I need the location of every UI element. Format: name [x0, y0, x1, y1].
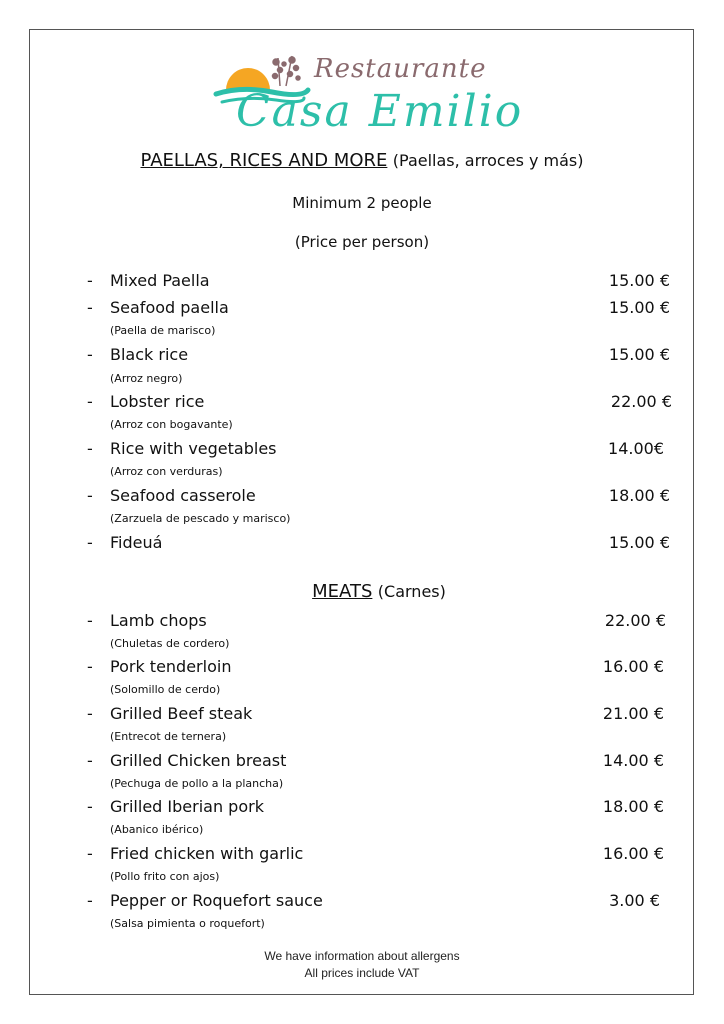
item-name: Black rice — [110, 345, 189, 364]
bullet-dash: - — [87, 844, 93, 863]
price-note: (Price per person) — [294, 233, 430, 251]
menu-item — [0, 271, 724, 291]
item-price: 18.00 € — [602, 797, 664, 816]
item-translation: (Salsa pimienta o roquefort) — [110, 917, 265, 930]
item-translation: (Arroz negro) — [110, 372, 183, 385]
item-translation: (Entrecot de ternera) — [110, 730, 227, 743]
item-name: Lobster rice — [110, 392, 205, 411]
section-heading-meats — [0, 581, 724, 602]
item-price: 15.00 € — [608, 271, 670, 290]
menu-item — [0, 486, 724, 506]
bullet-dash: - — [87, 891, 93, 910]
item-translation: (Zarzuela de pescado y marisco) — [110, 512, 291, 525]
bullet-dash: - — [87, 611, 93, 630]
section-subtitle: (Carnes) — [377, 582, 446, 601]
menu-item — [0, 657, 724, 677]
item-name: Pepper or Roquefort sauce — [110, 891, 323, 910]
item-translation: (Chuletas de cordero) — [110, 637, 230, 650]
item-name: Grilled Chicken breast — [110, 751, 287, 770]
bullet-dash: - — [87, 657, 93, 676]
section-subtitle: (Paellas, arroces y más) — [392, 151, 584, 170]
item-translation: (Paella de marisco) — [110, 324, 216, 337]
item-price: 16.00 € — [602, 844, 664, 863]
allergen-note: We have information about allergens — [264, 949, 460, 963]
menu-item — [0, 844, 724, 864]
menu-item — [0, 392, 724, 412]
item-translation: (Abanico ibérico) — [110, 823, 204, 836]
menu-item — [0, 751, 724, 771]
item-translation: (Arroz con verduras) — [110, 465, 223, 478]
menu-item — [0, 704, 724, 724]
bullet-dash: - — [87, 797, 93, 816]
vat-note: All prices include VAT — [304, 966, 420, 980]
bullet-dash: - — [87, 751, 93, 770]
bullet-dash: - — [87, 271, 93, 290]
item-price: 16.00 € — [602, 657, 664, 676]
bullet-dash: - — [87, 392, 93, 411]
item-name: Seafood casserole — [110, 486, 256, 505]
item-price: 18.00 € — [608, 486, 670, 505]
item-name: Mixed Paella — [110, 271, 210, 290]
menu-item — [0, 298, 724, 318]
menu-item — [0, 891, 724, 911]
bullet-dash: - — [87, 486, 93, 505]
menu-item — [0, 797, 724, 817]
minimum-note: Minimum 2 people — [292, 194, 432, 212]
menu-item — [0, 611, 724, 631]
bullet-dash: - — [87, 533, 93, 552]
item-price: 15.00 € — [608, 533, 670, 552]
item-name: Fried chicken with garlic — [110, 844, 304, 863]
menu-item — [0, 533, 724, 553]
item-price: 14.00 € — [602, 751, 664, 770]
item-translation: (Pechuga de pollo a la plancha) — [110, 777, 284, 790]
item-price: 21.00 € — [602, 704, 664, 723]
logo-name-text: Casa Emilio — [236, 86, 524, 137]
section-title: MEATS — [312, 581, 373, 602]
item-name: Grilled Beef steak — [110, 704, 253, 723]
item-price: 15.00 € — [608, 298, 670, 317]
restaurant-logo — [212, 50, 524, 142]
item-price: 22.00 € — [610, 392, 672, 411]
item-translation: (Pollo frito con ajos) — [110, 870, 220, 883]
item-translation: (Arroz con bogavante) — [110, 418, 233, 431]
item-price: 3.00 € — [609, 891, 660, 910]
bullet-dash: - — [87, 298, 93, 317]
menu-item — [0, 345, 724, 365]
menu-item — [0, 439, 724, 459]
bullet-dash: - — [87, 704, 93, 723]
item-translation: (Solomillo de cerdo) — [110, 683, 221, 696]
item-price: 14.00€ — [608, 439, 664, 458]
section-title: PAELLAS, RICES AND MORE — [140, 150, 388, 171]
item-price: 15.00 € — [608, 345, 670, 364]
item-name: Rice with vegetables — [110, 439, 277, 458]
item-name: Pork tenderloin — [110, 657, 232, 676]
item-name: Grilled Iberian pork — [110, 797, 264, 816]
bullet-dash: - — [87, 439, 93, 458]
item-name: Fideuá — [110, 533, 163, 552]
logo-restaurante-text: Restaurante — [314, 54, 487, 84]
section-heading-paellas — [0, 150, 724, 171]
item-name: Seafood paella — [110, 298, 229, 317]
item-name: Lamb chops — [110, 611, 207, 630]
item-price: 22.00 € — [604, 611, 666, 630]
bullet-dash: - — [87, 345, 93, 364]
